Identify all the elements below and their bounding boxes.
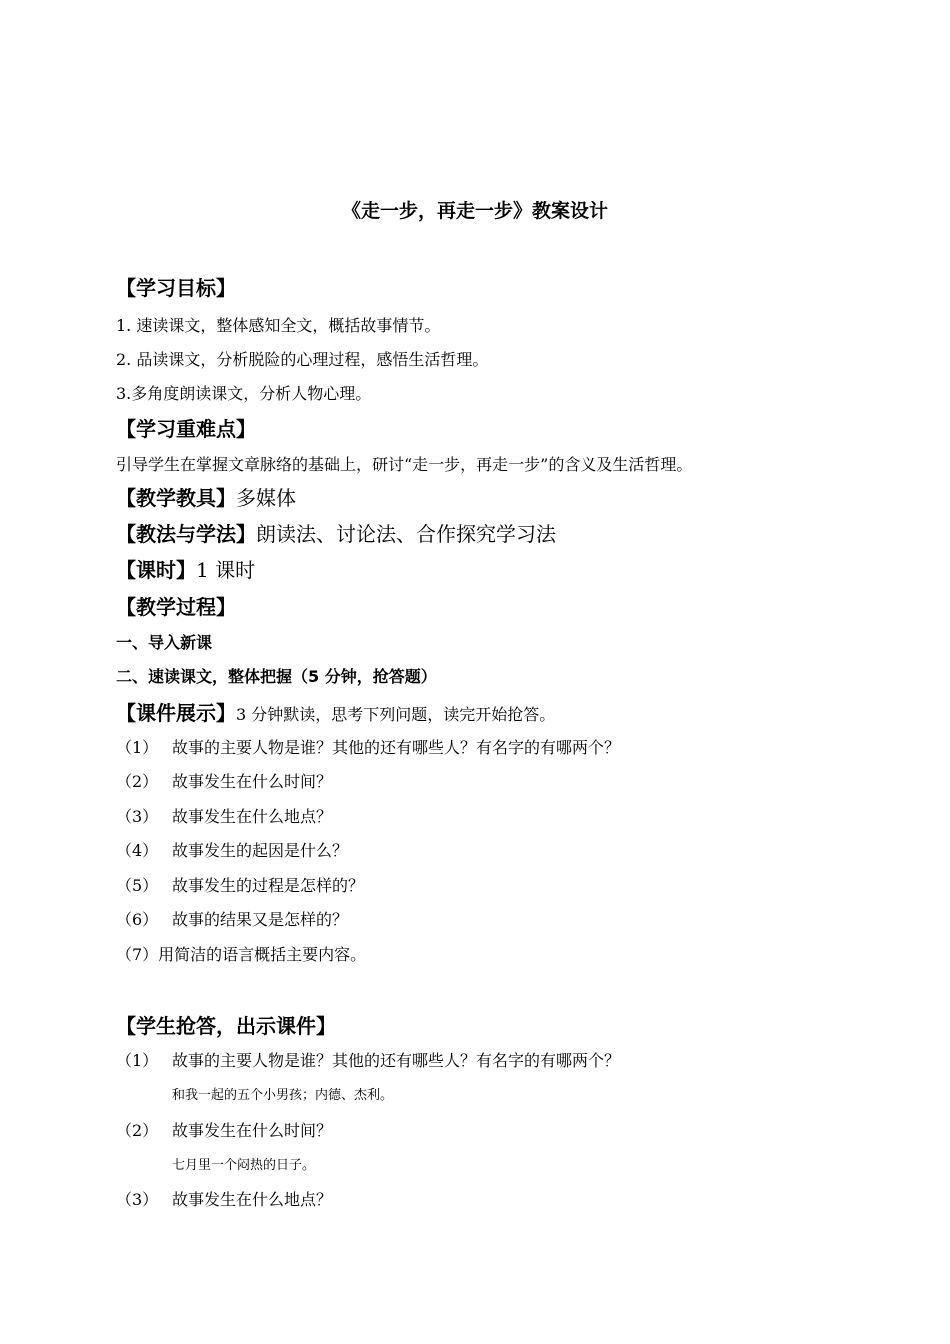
section-heading-objectives: 【学习目标】 xyxy=(116,276,236,300)
answer-text: 七月里一个闷热的日子。 xyxy=(172,1158,316,1173)
courseware-heading: 【课件展示】 xyxy=(116,701,236,725)
question-item: （6） 故事的结果又是怎样的？ xyxy=(116,910,349,929)
question-item: （3） 故事发生在什么地点？ xyxy=(116,807,333,826)
question-item: （2） 故事发生在什么时间？ xyxy=(116,772,333,791)
question-item-7: （7）用简洁的语言概括主要内容。 xyxy=(116,945,367,964)
objective-item-2: 2. 品读课文，分析脱险的心理过程，感悟生活哲理。 xyxy=(116,350,489,369)
methods-text: 朗读法、讨论法、合作探究学习法 xyxy=(256,522,556,546)
answer-question-item: （2） 故事发生在什么时间？ xyxy=(116,1121,333,1140)
question-item: （1） 故事的主要人物是谁？其他的还有哪些人？有名字的有哪两个？ xyxy=(116,738,621,757)
courseware-text: 3 分钟默读，思考下列问题，读完开始抢答。 xyxy=(236,705,556,724)
objective-item-3: 3.多角度朗读课文，分析人物心理。 xyxy=(116,384,372,403)
document-title: 《走一步，再走一步》教案设计 xyxy=(341,200,608,222)
section-heading-key-points: 【学习重难点】 xyxy=(116,417,256,441)
section-hours xyxy=(116,554,255,583)
section-heading-answers: 【学生抢答，出示课件】 xyxy=(116,1014,336,1038)
section-methods xyxy=(116,518,556,547)
section-courseware xyxy=(116,697,555,726)
key-points-text: 引导学生在掌握文章脉络的基础上，研讨“走一步，再走一步”的含义及生活哲理。 xyxy=(116,455,693,474)
tools-text: 多媒体 xyxy=(236,486,296,510)
tools-heading: 【教学教具】 xyxy=(116,486,236,510)
question-item: （4） 故事发生的起因是什么？ xyxy=(116,841,349,860)
answer-question-item: （1） 故事的主要人物是谁？其他的还有哪些人？有名字的有哪两个？ xyxy=(116,1051,621,1070)
answer-text: 和我一起的五个小男孩；内德、杰利。 xyxy=(172,1088,394,1103)
process-step-2: 二、速读课文，整体把握（5 分钟，抢答题） xyxy=(116,667,437,686)
answer-question-item: （3） 故事发生在什么地点？ xyxy=(116,1190,333,1209)
section-tools xyxy=(116,482,296,511)
process-step-1: 一、导入新课 xyxy=(116,633,213,652)
hours-text: 1 课时 xyxy=(196,558,256,582)
hours-heading: 【课时】 xyxy=(116,558,196,582)
question-item: （5） 故事发生的过程是怎样的？ xyxy=(116,876,365,895)
section-heading-process: 【教学过程】 xyxy=(116,595,236,619)
objective-item-1: 1. 速读课文，整体感知全文，概括故事情节。 xyxy=(116,316,441,335)
methods-heading: 【教法与学法】 xyxy=(116,522,256,546)
